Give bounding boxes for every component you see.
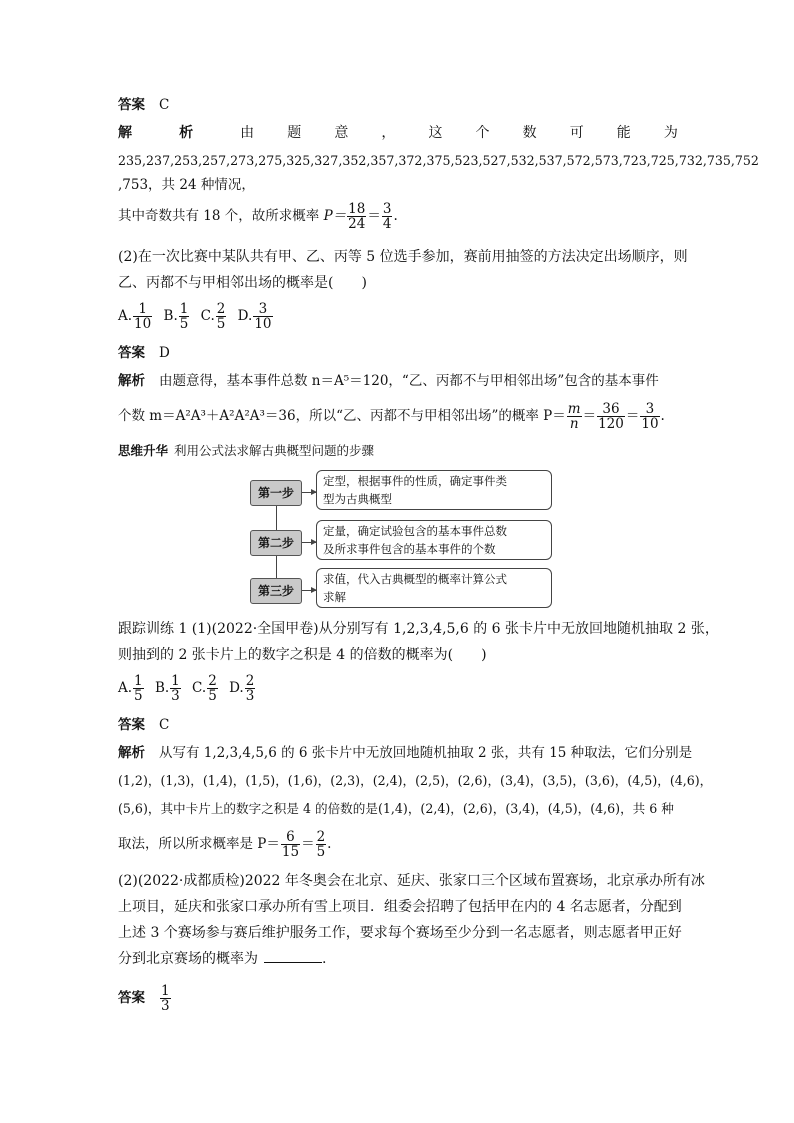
track-answer: C xyxy=(159,717,170,733)
q2-option-d[interactable]: D. $\frac{3}{10}$ xyxy=(237,301,272,332)
q2-option-c[interactable]: C. $\frac{2}{5}$ xyxy=(200,301,226,332)
q1-analysis-head: 解 析 由 题 意 ， 这 个 数 可 能 为 xyxy=(118,125,678,141)
q2-answer: D xyxy=(159,345,170,361)
q1-numbers: 235,237,253,257,273,275,325,327,352,357,372,375,523,527,532,537,572,573,723,725,732,735,752 xyxy=(118,153,759,168)
answer-label: 答案 xyxy=(118,97,145,113)
q4-stem-3: 上述 3 个赛场参与赛后维护服务工作，要求每个赛场至少分到一名志愿者，则志愿者甲正好 xyxy=(118,925,682,941)
track-analysis-3: (5,6)，其中卡片上的数字之积是 4 的倍数的是(1,4)，(2,4)，(2,6)，(3,4)，(4,5)，(4,6)，共 6 种 xyxy=(118,801,674,816)
q1-answer-line xyxy=(118,96,169,114)
q2-analysis-2: 个数 m＝A²A³＋A²A²A³＝36，所以“乙、丙都不与甲相邻出场”的概率 P＝ $\frac{m}{n}$ ＝ $\frac{36}{120}$ ＝ $\frac{3}{10}$ . xyxy=(118,401,665,432)
q1-probability: 其中奇数共有 18 个，故所求概率 P＝ $\frac{18}{24}$ ＝ $\frac{3}{4}$ . xyxy=(118,201,398,232)
track-option-a[interactable]: A. $\frac{1}{5}$ xyxy=(118,673,143,704)
track-analysis-4: 取法，所以所求概率是 P＝ $\frac{6}{15}$ ＝ $\frac{2}{5}$ . xyxy=(118,829,332,860)
answer-blank[interactable] xyxy=(264,962,322,963)
q4-stem-2: 上项目，延庆和张家口承办所有雪上项目．组委会招聘了包括甲在内的 4 名志愿者，分配到 xyxy=(118,899,682,915)
q2-option-a[interactable]: A. $\frac{1}{10}$ xyxy=(118,301,152,332)
q2-options xyxy=(118,302,280,331)
track-stem-2: 则抽到的 2 张卡片上的数字之积是 4 的倍数的概率为( ) xyxy=(118,647,487,663)
q1-numbers-tail: ,753，共 24 种情况， xyxy=(118,177,255,193)
arrow-icon xyxy=(302,542,316,543)
q2-option-b[interactable]: B. $\frac{1}{5}$ xyxy=(163,301,189,332)
track-option-b[interactable]: B. $\frac{1}{3}$ xyxy=(154,673,180,704)
track-option-c[interactable]: C. $\frac{2}{5}$ xyxy=(192,673,217,704)
q4-stem-1: (2)(2022·成都质检)2022 年冬奥会在北京、延庆、张家口三个区域布置赛场，北京承办所有冰 xyxy=(118,873,705,889)
step-1-label: 第一步 xyxy=(250,480,302,506)
track-analysis-2: (1,2)，(1,3)，(1,4)，(1,5)，(1,6)，(2,3)，(2,4)，(2,5)，(2,6)，(3,4)，(3,5)，(3,6)，(4,5)，(4,6)， xyxy=(118,773,713,788)
track-answer-line: 答案 C xyxy=(118,717,170,733)
track-options xyxy=(118,674,262,703)
step-1-box: 定型，根据事件的性质，确定事件类 型为古典概型 xyxy=(316,470,552,510)
q2-analysis-1: 解析 由题意得，基本事件总数 n＝A⁵＝120，“乙、丙都不与甲相邻出场”包含的基本事件 xyxy=(118,373,659,389)
summary-heading: 思维升华 利用公式法求解古典概型问题的步骤 xyxy=(118,443,375,458)
track-stem-1: 跟踪训练 1 (1)(2022·全国甲卷)从分别写有 1,2,3,4,5,6 的 6 张卡片中无放回地随机抽取 2 张， xyxy=(118,621,719,637)
step-3-label: 第三步 xyxy=(250,578,302,604)
q4-answer-line: 答案 $\frac{1}{3}$ xyxy=(118,983,170,1014)
arrow-icon xyxy=(302,590,316,591)
steps-flowchart xyxy=(250,470,550,610)
arrow-icon xyxy=(302,492,316,493)
track-analysis-1: 解析 从写有 1,2,3,4,5,6 的 6 张卡片中无放回地随机抽取 2 张，共有 15 种取法，它们分别是 xyxy=(118,745,693,761)
q4-answer: $\frac{1}{3}$ xyxy=(161,983,170,1014)
track-option-d[interactable]: D. $\frac{2}{3}$ xyxy=(229,673,255,704)
q2-stem-1: (2)在一次比赛中某队共有甲、乙、丙等 5 位选手参加，赛前用抽签的方法决定出场顺序，则 xyxy=(118,249,688,265)
q2-stem-2: 乙、丙都不与甲相邻出场的概率是( ) xyxy=(118,275,367,291)
step-2-label: 第二步 xyxy=(250,530,302,556)
q2-answer-line: 答案 D xyxy=(118,345,170,361)
step-2-box: 定量，确定试验包含的基本事件总数 及所求事件包含的基本事件的个数 xyxy=(316,520,552,560)
q1-answer: C xyxy=(159,97,170,113)
step-3-box: 求值，代入古典概型的概率计算公式 求解 xyxy=(316,568,552,608)
q4-stem-4: 分到北京赛场的概率为 . xyxy=(118,951,327,967)
